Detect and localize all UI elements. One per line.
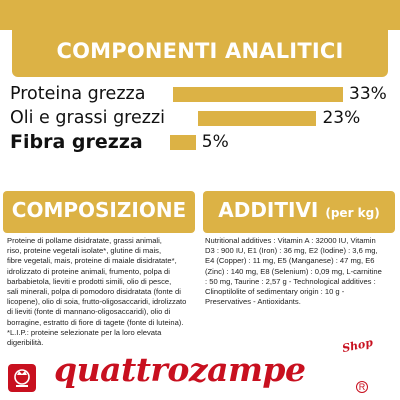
- bar: [170, 135, 196, 150]
- additivi-text: [205, 236, 397, 307]
- additivi-unit: (per kg): [325, 206, 380, 220]
- bar: [198, 111, 316, 126]
- composizione-line: idrolizzato di proteine animali, frumento, polpa di: [7, 266, 170, 276]
- additivi-line: Clinoptilolite of sedimentary origin : 10 g -: [205, 287, 345, 297]
- composizione-line: digeribilità.: [7, 338, 44, 348]
- additivi-line: D3 : 900 IU, E1 (Iron) : 36 mg, E2 (Iodine) : 3,6 mg,: [205, 246, 378, 256]
- composizione-header: [3, 191, 195, 233]
- watermark-shop: Shop: [340, 335, 374, 356]
- composizione-line: Proteine di pollame disidratate, grassi animali,: [7, 236, 162, 245]
- composizione-title: COMPOSIZIONE: [11, 198, 187, 222]
- header-title: COMPONENTI ANALITICI: [56, 39, 344, 63]
- additivi-line: Nutritional additives : Vitamin A : 32000 IU, Vitamin: [205, 236, 376, 245]
- composizione-line: riso, proteine vegetali isolate*, glutine di mais,: [7, 246, 162, 256]
- composizione-line: licopene), olio di soia, frutto-oligosaccaridi, idrolizzato: [7, 297, 187, 307]
- bar-row: [10, 83, 145, 105]
- watermark-logo: quattrozampe: [54, 350, 306, 389]
- bar-value-label: 33%: [349, 84, 387, 104]
- bar-row: [10, 131, 143, 153]
- bar: [173, 87, 343, 102]
- royal-canin-logo: [8, 364, 36, 392]
- additivi-title-wrap: [203, 198, 395, 222]
- header-banner: [12, 30, 388, 77]
- bar-label: Fibra grezza: [10, 131, 143, 153]
- additivi-line: E4 (Copper) : 11 mg, E5 (Manganese) : 47 mg, E6: [205, 256, 375, 266]
- composizione-line: fibre vegetali, mais, proteine di maiale disidratate*,: [7, 256, 177, 266]
- composizione-line: di lieviti (fonte di mannano-oligosaccaridi), olio di: [7, 307, 171, 317]
- composizione-line: *L.I.P.: proteine selezionate per la loro elevata: [7, 327, 162, 337]
- bar-value-label: 23%: [322, 108, 361, 128]
- additivi-line: (Zinc) : 140 mg, E8 (Selenium) : 0,09 mg, L-carnitine: [205, 266, 382, 276]
- composizione-line: borragine, estratto di fiore di tagete (fonte di luteina).: [7, 317, 184, 327]
- composizione-line: barbabietola, lieviti e prodotti simili, olio di pesce,: [7, 276, 172, 286]
- composizione-text: [7, 236, 197, 348]
- bar-label: Proteina grezza: [10, 84, 146, 104]
- bar-value-label: 5%: [201, 132, 229, 152]
- bar-label: Oli e grassi grezzi: [10, 108, 165, 128]
- additivi-title: ADDITIVI: [218, 198, 319, 222]
- top-band: [0, 0, 400, 30]
- composizione-line: sali minerali, polpa di pomodoro disidratata (fonte di: [7, 287, 181, 297]
- bar-row: [10, 107, 165, 129]
- additivi-header: [203, 191, 395, 233]
- additivi-line: : 50 mg, Taurine : 2,57 g - Technological additives :: [205, 276, 376, 286]
- additivi-line: Preservatives - Antioxidants.: [205, 297, 301, 307]
- registered-mark: R: [356, 381, 368, 393]
